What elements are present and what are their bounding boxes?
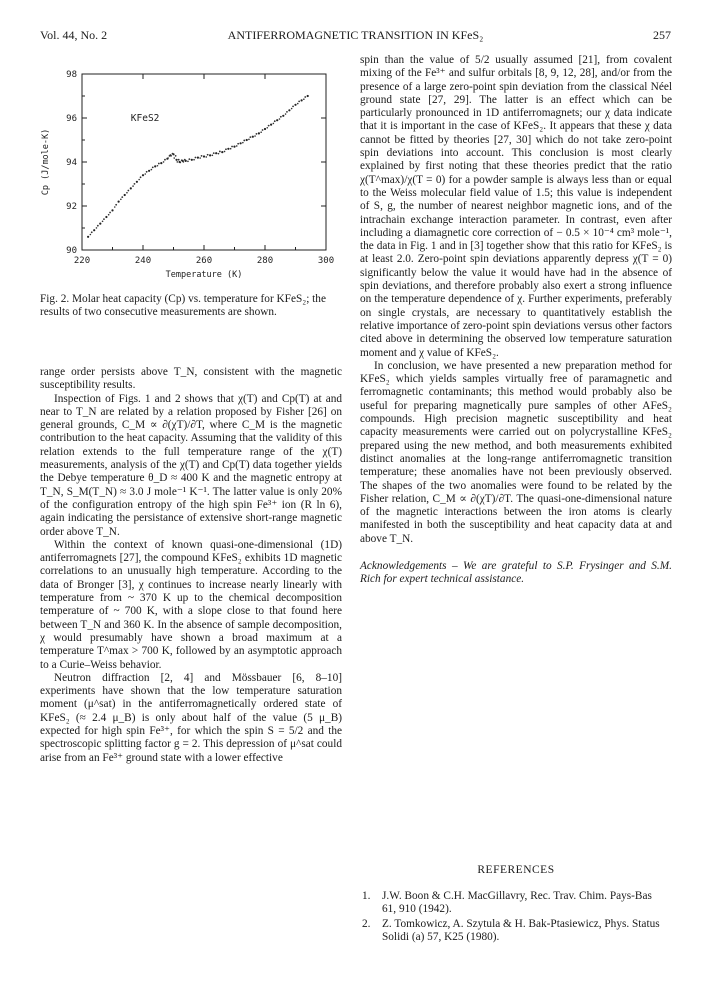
y-tick-label: 96 bbox=[66, 114, 77, 124]
data-point bbox=[118, 201, 120, 203]
data-point bbox=[213, 152, 215, 154]
reference-item bbox=[362, 890, 662, 916]
data-point bbox=[105, 216, 107, 218]
data-point bbox=[249, 136, 251, 138]
y-tick-label: 98 bbox=[66, 70, 77, 80]
reference-number: 1. bbox=[362, 890, 371, 902]
data-point bbox=[219, 151, 221, 153]
data-point bbox=[304, 96, 306, 98]
data-point bbox=[93, 229, 95, 231]
paragraph: spin than the value of 5/2 usually assumed [21], from covalent mixing of the Fe³⁺ and sulfur orbitals [8, 9, 12, 28], and/or from the presence of a large zero-point spin deviation from the classical Néel ground state [27, 29]. The latter is an effect which can be particularly pronounced in 1D antiferromagnets; our χ data indicate that it is important in the case of KFeS₂. It appears that these χ data cannot be fitted by theories [27, 30] which do not take zero-point spin deviations into account. This conclusion is most clearly explained by first noting that these theories predict that the ratio χ(T^max)/χ(T = 0) for a powder sample is always less than or equal to the Weiss molecular field value of 1.5; this value is independent of S, g, the number of nearest neighbor magnetic ions, and of the intrachain exchange interaction parameter. In contrast, even after including a diamagnetic core correction of − 0.5 × 10⁻⁴ cm³ mole⁻¹, the data in Fig. 1 and in [3] together show that this ratio for KFeS₂ is at least 2.0. Zero-point spin deviations apparently depress χ(T = 0) significantly below the value it would have had in the absence of spin deviations, and therefore probably also exert a strong influence on the temperature dependence of χ. Further experiments, preferably on single crystals, are necessary to quantitatively establish the relative importance of zero-point spin deviations versus other factors cited above in determining the observed low temperature saturation moment and χ value of KFeS₂. bbox=[360, 54, 672, 359]
y-tick-label: 92 bbox=[66, 202, 77, 212]
x-axis-label: Temperature (K) bbox=[165, 270, 243, 280]
data-point bbox=[276, 119, 278, 121]
data-point bbox=[256, 133, 258, 135]
data-point bbox=[146, 171, 148, 173]
data-point bbox=[144, 173, 146, 175]
data-point bbox=[187, 161, 189, 163]
data-point bbox=[176, 161, 178, 163]
data-point bbox=[157, 165, 159, 167]
x-tick-label: 240 bbox=[134, 256, 152, 266]
data-point bbox=[193, 159, 195, 161]
data-point bbox=[114, 206, 116, 208]
data-point bbox=[152, 167, 154, 169]
data-point bbox=[279, 118, 281, 120]
data-point bbox=[134, 183, 136, 185]
references-list bbox=[362, 890, 662, 946]
data-point bbox=[169, 155, 171, 157]
data-point bbox=[236, 145, 238, 147]
data-point bbox=[243, 140, 245, 142]
data-point bbox=[148, 170, 150, 172]
data-point bbox=[237, 143, 239, 145]
data-point bbox=[121, 196, 123, 198]
right-column bbox=[360, 54, 672, 587]
data-point bbox=[184, 159, 186, 161]
data-point bbox=[103, 218, 105, 220]
data-point bbox=[264, 128, 266, 130]
journal-volume: Vol. 44, No. 2 bbox=[40, 28, 108, 42]
data-point bbox=[270, 124, 272, 126]
data-point bbox=[90, 234, 92, 236]
plot-frame bbox=[82, 74, 326, 250]
x-tick-label: 280 bbox=[256, 256, 274, 266]
data-point bbox=[102, 221, 104, 223]
data-point bbox=[199, 157, 201, 159]
data-point bbox=[288, 109, 290, 111]
data-point bbox=[188, 158, 190, 160]
data-point bbox=[87, 236, 89, 238]
data-point bbox=[209, 154, 211, 156]
data-point bbox=[163, 161, 165, 163]
data-point bbox=[180, 162, 182, 164]
data-point bbox=[307, 95, 309, 97]
reference-text: Z. Tomkowicz, A. Szytula & H. Bak-Ptasiewicz, Phys. Status Solidi (a) 57, K25 (1980). bbox=[382, 918, 660, 943]
data-point bbox=[138, 179, 140, 181]
data-point bbox=[212, 155, 214, 157]
data-point bbox=[274, 120, 276, 122]
data-point bbox=[126, 192, 128, 194]
data-point bbox=[242, 142, 244, 144]
paragraph: range order persists above T_N, consistent with the magnetic susceptibility results. bbox=[40, 366, 342, 392]
data-point bbox=[248, 139, 250, 141]
data-point bbox=[151, 169, 153, 171]
data-point bbox=[170, 155, 172, 157]
reference-text: J.W. Boon & C.H. MacGillavry, Rec. Trav. Chim. Pays-Bas 61, 910 (1942). bbox=[382, 890, 652, 915]
data-point bbox=[246, 139, 248, 141]
data-point bbox=[258, 132, 260, 134]
data-point bbox=[294, 104, 296, 106]
data-point bbox=[99, 223, 101, 225]
data-point bbox=[218, 153, 220, 155]
data-point bbox=[262, 129, 264, 131]
data-point bbox=[172, 153, 174, 155]
references-heading: REFERENCES bbox=[477, 864, 555, 876]
running-title: ANTIFERROMAGNETIC TRANSITION IN KFeS₂ bbox=[227, 28, 484, 42]
data-point bbox=[224, 151, 226, 153]
y-tick-label: 94 bbox=[66, 158, 77, 168]
data-point bbox=[205, 156, 207, 158]
data-point bbox=[175, 159, 177, 161]
data-point bbox=[252, 136, 254, 138]
data-point bbox=[181, 159, 183, 161]
paragraph: Inspection of Figs. 1 and 2 shows that χ(T) and Cp(T) at and near to T_N are related by a relation proposed by Fisher [26] on general grounds, C_M ∝ ∂(χT)/∂T, where C_M is the magnetic contribution to the heat capacity. Assuming that the validity of this relation extends to the full temperature range of the χ(T) measurements, analysis of the χ(T) and Cp(T) data together yields the Debye temperature θ_D ≈ 400 K and the magnetic entropy at T_N, S_M(T_N) ≈ 3.0 J mole⁻¹ K⁻¹. The latter value is only 20% of the configuration entropy of the high spin Fe³⁺ ion (R ln 6), again indicating the persistance of extensive short-range magnetic order above T_N. bbox=[40, 392, 342, 538]
paragraph: Within the context of known quasi-one-dimensional (1D) antiferromagnets [27], the compound KFeS₂ exhibits 1D magnetic correlations to an unusually high temperature. According to the data of Bronger [3], χ continues to increase nearly linearly with temperature from ~ 370 K up to the chemical decomposition temperature of ~ 700 K, with a slope close to that found here between T_N and 360 K. In the absence of sample decomposition, χ would presumably have shown a broad maximum at a temperature T^max > 700 K, followed by an asymptotic approach to a Curie–Weiss behavior. bbox=[40, 538, 342, 671]
data-point bbox=[282, 115, 284, 117]
x-tick-label: 260 bbox=[195, 256, 213, 266]
paragraph: In conclusion, we have presented a new preparation method for KFeS₂ which yields samples virtually free of paramagnetic and ferromagnetic contaminants; this method would probably also be useful for preparing magnetically pure samples of other AFeS₂ compounds. High precision magnetic susceptibility and heat capacity measurements were carried out on polycrystalline KFeS₂ prepared using the new method, and both measurements exhibited distinct anomalies at the long-range antiferromagnetic transition temperature; these anomalies have not been previously observed. The shapes of the two anomalies were found to be related by the Fisher relation, C_M ∝ ∂(χT)/∂T. The quasi-one-dimensional nature of the magnetic interactions between the iron atoms is clearly manifested in both the susceptibility and heat capacity data at and above T_N. bbox=[360, 359, 672, 545]
data-point bbox=[221, 151, 223, 153]
data-point bbox=[127, 190, 129, 192]
data-point bbox=[173, 157, 175, 159]
figure-2 bbox=[36, 60, 348, 290]
data-point bbox=[201, 155, 203, 157]
y-axis-label: Cp (J/mole-K) bbox=[41, 128, 51, 196]
data-point bbox=[231, 146, 233, 148]
data-point bbox=[91, 231, 93, 233]
data-point bbox=[175, 155, 177, 157]
data-point bbox=[140, 176, 142, 178]
data-point bbox=[292, 105, 294, 107]
data-point bbox=[96, 227, 98, 229]
data-point bbox=[207, 154, 209, 156]
data-point bbox=[120, 199, 122, 201]
data-point bbox=[268, 125, 270, 127]
data-point bbox=[111, 209, 113, 211]
inset-label: KFeS2 bbox=[130, 113, 160, 124]
acknowledgements: Acknowledgements – We are grateful to S.P. Frysinger and S.M. Rich for expert technical assistance. bbox=[360, 559, 672, 586]
data-point bbox=[109, 212, 111, 214]
data-point bbox=[158, 163, 160, 165]
data-point bbox=[108, 214, 110, 216]
data-point bbox=[233, 146, 235, 148]
data-point bbox=[227, 148, 229, 150]
data-point bbox=[266, 127, 268, 129]
data-point bbox=[136, 181, 138, 183]
data-point bbox=[297, 103, 299, 105]
data-point bbox=[142, 174, 144, 176]
paragraph: Neutron diffraction [2, 4] and Mössbauer [6, 8–10] experiments have shown that the low temperature saturation moment (μ^sat) in the antiferromagnetically ordered state of KFeS₂ (≈ 2.4 μ_B) is only about half of the value (5 μ_B) expected for high spin Fe³⁺, for which the spin S = 5/2 and the spectroscopic splitting factor g = 2. This depression of μ^sat could arise from an Fe³⁺ ground state with a lower effective bbox=[40, 671, 342, 764]
reference-item bbox=[362, 918, 662, 944]
data-point bbox=[154, 165, 156, 167]
left-column bbox=[40, 366, 342, 765]
data-point bbox=[203, 155, 205, 157]
data-point bbox=[280, 116, 282, 118]
data-point bbox=[115, 204, 117, 206]
data-point bbox=[240, 142, 242, 144]
data-point bbox=[215, 152, 217, 154]
x-tick-label: 300 bbox=[317, 256, 335, 266]
heat-capacity-chart bbox=[36, 60, 348, 290]
data-point bbox=[197, 157, 199, 159]
figure-caption: Fig. 2. Molar heat capacity (Cp) vs. temperature for KFeS₂; the results of two consecutive measurements are shown. bbox=[40, 293, 326, 318]
data-point bbox=[195, 157, 197, 159]
data-point bbox=[183, 161, 185, 163]
data-point bbox=[285, 113, 287, 115]
data-point bbox=[230, 148, 232, 150]
data-point bbox=[303, 98, 305, 100]
y-tick-label: 90 bbox=[66, 246, 77, 256]
data-point bbox=[273, 123, 275, 125]
page-number: 257 bbox=[653, 28, 671, 42]
data-point bbox=[97, 225, 99, 227]
data-point bbox=[301, 99, 303, 101]
data-point bbox=[191, 159, 193, 161]
data-point bbox=[132, 185, 134, 187]
reference-number: 2. bbox=[362, 918, 371, 930]
data-point bbox=[167, 157, 169, 159]
data-point bbox=[124, 194, 126, 196]
x-tick-label: 220 bbox=[73, 256, 91, 266]
data-point bbox=[291, 108, 293, 110]
data-point bbox=[178, 159, 180, 161]
data-point bbox=[260, 131, 262, 133]
data-point bbox=[254, 135, 256, 137]
data-point bbox=[164, 159, 166, 161]
data-point bbox=[298, 101, 300, 103]
data-point bbox=[286, 111, 288, 113]
data-point bbox=[225, 148, 227, 150]
data-point bbox=[160, 162, 162, 164]
data-point bbox=[130, 187, 132, 189]
